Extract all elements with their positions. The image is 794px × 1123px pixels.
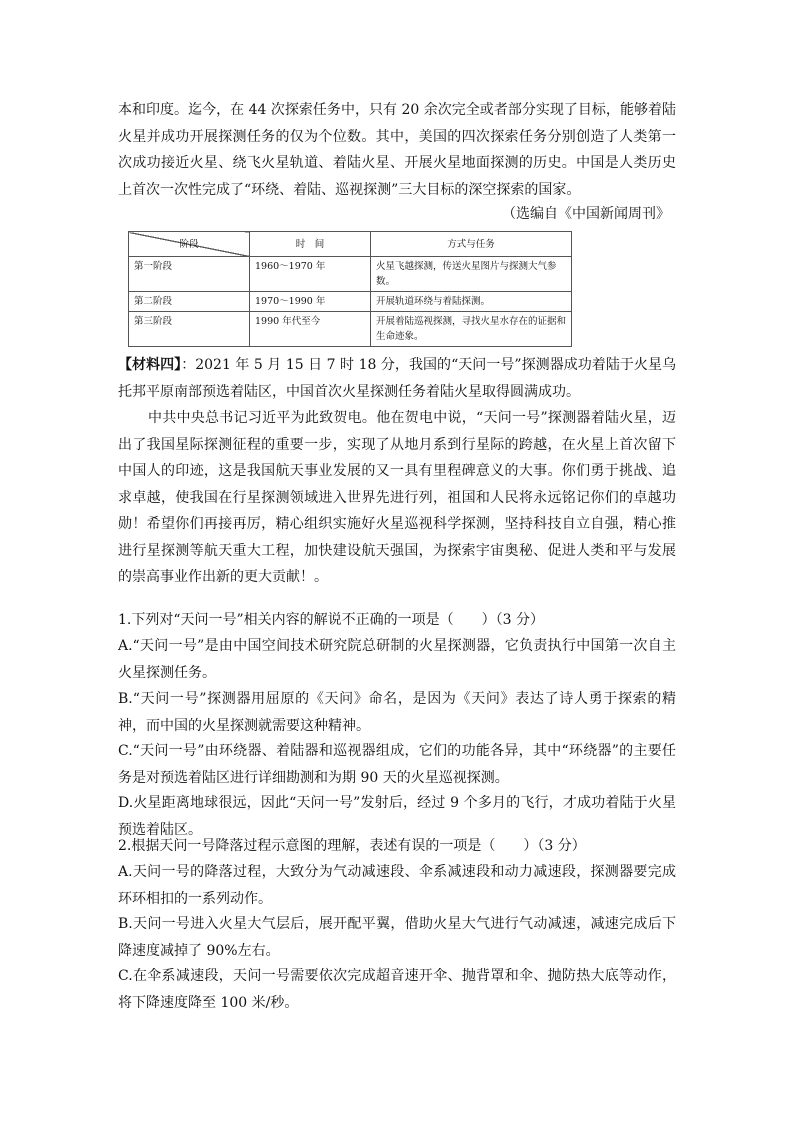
cell-stage: 第一阶段 <box>129 257 250 292</box>
source-note: （选编自《中国新闻周刊》 <box>502 206 670 222</box>
table-header-row <box>129 232 572 257</box>
question-1-option-b: B.“天问一号”探测器用屈原的《天问》命名，是因为《天问》表达了诗人勇于探索的精神，而中国的火星探测就需要这种精神。 <box>118 691 676 734</box>
question-1-option-a: A.“天问一号”是由中国空间技术研究院总研制的火星探测器，它负责执行中国第一次自主火星探测任务。 <box>118 638 676 681</box>
table-row <box>129 257 572 292</box>
question-1-stem: 1.下列对“天问一号”相关内容的解说不正确的一项是（ ）（3 分） <box>118 612 545 628</box>
material-four-paragraph <box>118 352 676 405</box>
cell-stage: 第三阶段 <box>129 312 250 347</box>
intro-paragraph: 本和印度。迄今，在 44 次探索任务中，只有 20 余次完全或者部分实现了目标，能够着陆火星并成功开展探测任务的仅为个位数。其中，美国的四次探索任务分别创造了人类第一次成功接近火星、绕飞火星轨道、着陆火星、开展火星地面探测的历史。中国是人类历史上首次一次性完成了“环绕、着陆、巡视探测”三大目标的深空探索的国家。 <box>118 102 676 198</box>
question-2-option-a: A.天问一号的降落过程，大致分为气动减速段、伞系减速段和动力减速段，探测器要完成环环相扣的一系列动作。 <box>118 864 676 907</box>
cell-task: 火星飞越探测，传送火星图片与探测大气参数。 <box>371 257 572 292</box>
table-row <box>129 292 572 312</box>
question-2-option-c: C.在伞系减速段，天问一号需要依次完成超音速开伞、抛背罩和伞、抛防热大底等动作，将下降速度降至 100 米/秒。 <box>118 968 676 1011</box>
header-task: 方式与任务 <box>371 232 572 257</box>
question-2-option-b: B.天问一号进入火星大气层后，展开配平翼，借助火星大气进行气动减速，减速完成后下降速度减掉了 90%左右。 <box>118 916 676 959</box>
cell-stage: 第二阶段 <box>129 292 250 312</box>
congratulation-paragraph: 中共中央总书记习近平为此致贺电。他在贺电中说，“天问一号”探测器着陆火星，迈出了我国星际探测征程的重要一步，实现了从地月系到行星际的跨越，在火星上首次留下中国人的印迹，这是我国航天事业发展的又一具有里程碑意义的大事。你们勇于挑战、追求卓越，使我国在行星探测领域进入世界先进行列，祖国和人民将永远铭记你们的卓越功勋！希望你们再接再厉，精心组织实施好火星巡视科学探测，坚持科技自立自强，精心推进行星探测等航天重大工程，加快建设航天强国，为探索宇宙奥秘、促进人类和平与发展的崇高事业作出新的更大贡献！。 <box>118 410 676 585</box>
material-four-label: 【材料四】 <box>118 357 182 373</box>
question-1-option-c: C.“天问一号”由环绕器、着陆器和巡视器组成，它们的功能各异，其中“环绕器”的主要任务是对预选着陆区进行详细勘测和为期 90 天的火星巡视探测。 <box>118 743 676 786</box>
cell-task: 开展轨道环绕与着陆探测。 <box>371 292 572 312</box>
cell-time: 1990 年代至今 <box>250 312 371 347</box>
question-1-option-d: D.火星距离地球很远，因此“天问一号”发射后，经过 9 个多月的飞行，才成功着陆于火星预选着陆区。 <box>118 795 676 838</box>
cell-task: 开展着陆巡视探测，寻找火星水存在的证据和生命迹象。 <box>371 312 572 347</box>
cell-time: 1960～1970 年 <box>250 257 371 292</box>
header-stage: 阶段 <box>129 232 250 257</box>
table-row <box>129 312 572 347</box>
mars-exploration-stages-table <box>128 231 572 347</box>
cell-time: 1970～1990 年 <box>250 292 371 312</box>
question-2-stem: 2.根据天问一号降落过程示意图的理解，表述有误的一项是（ ）（3 分） <box>118 838 586 854</box>
header-time: 时 间 <box>250 232 371 257</box>
material-four-text: ：2021 年 5 月 15 日 7 时 18 分，我国的“天问一号”探测器成功着陆于火星乌托邦平原南部预选着陆区，中国首次火星探测任务着陆火星取得圆满成功。 <box>118 357 677 400</box>
